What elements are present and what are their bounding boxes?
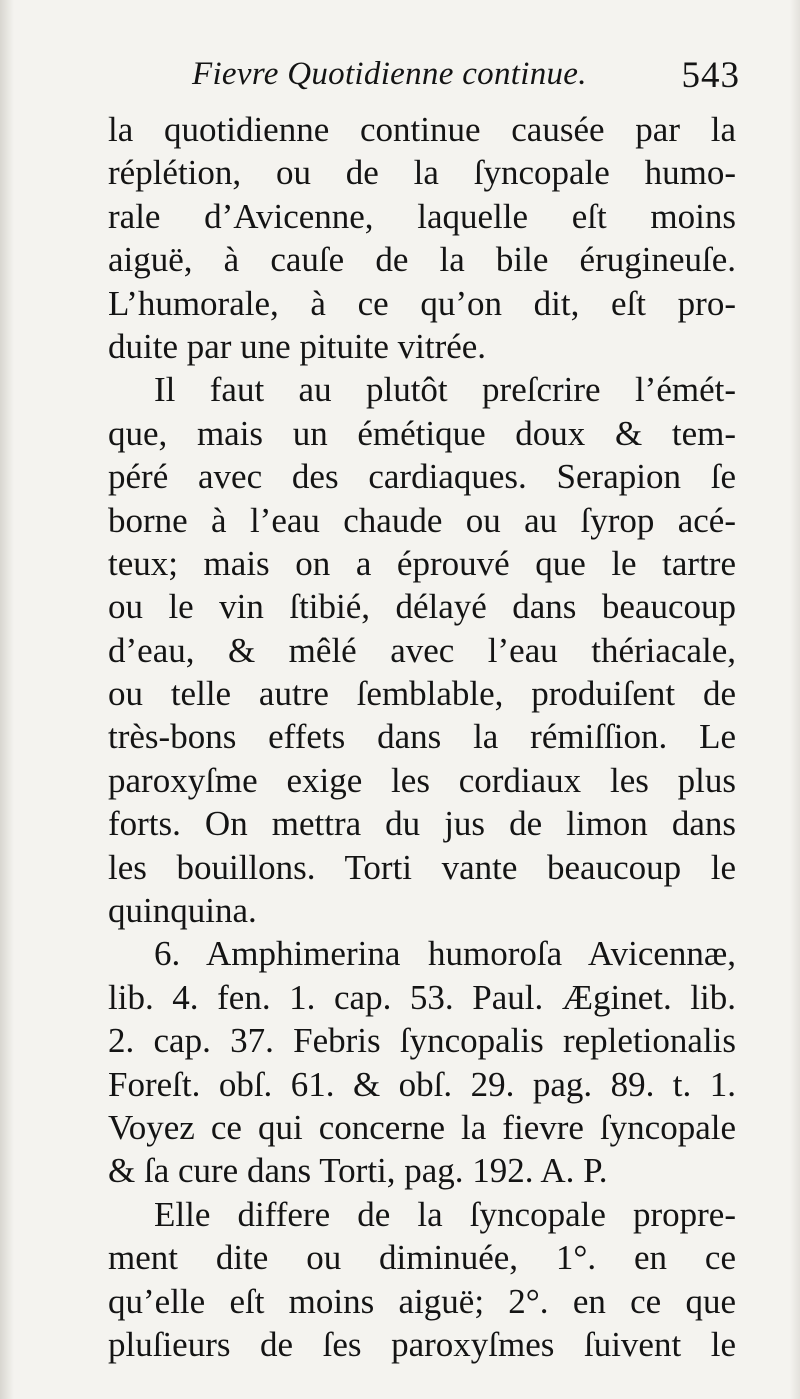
text-line: quinquina. [108, 891, 257, 931]
text-line: Voyez ce qui concerne la fievre ſyncopale [108, 1107, 736, 1147]
text-line: forts. On mettra du jus de limon dans [108, 804, 736, 844]
page-number: 543 [681, 55, 740, 96]
text-line: que, mais un émétique doux & tem- [108, 413, 736, 453]
text-line: péré avec des cardiaques. Serapion ſe [108, 457, 736, 497]
text-line: ou le vin ſtibié, délayé dans beaucoup [108, 587, 736, 627]
text-line: rale d’Avicenne, laquelle eſt moins [108, 196, 736, 236]
text-line: Elle differe de la ſyncopale propre- [154, 1194, 736, 1234]
text-line: 2. cap. 37. Febris ſyncopalis repletionalis [108, 1021, 736, 1061]
text-line: très-bons effets dans la rémiſſion. Le [108, 717, 736, 757]
text-line: aiguë, à cauſe de la bile érugineuſe. [108, 240, 736, 280]
text-line: la quotidienne continue causée par la [108, 110, 736, 149]
page-header [192, 52, 740, 100]
text-line: lib. 4. fen. 1. cap. 53. Paul. Æginet. lib. [108, 977, 736, 1017]
text-line: qu’elle eſt moins aiguë; 2°. en ce que [108, 1281, 736, 1321]
page-right-edge-shadow [790, 0, 800, 1399]
text-line: ou telle autre ſemblable, produiſent de [108, 674, 736, 714]
text-line: réplétion, ou de la ſyncopale humo- [108, 153, 736, 193]
text-line: 6. Amphimerina humoroſa Avicennæ, [154, 934, 736, 974]
page-left-edge-shadow [0, 0, 14, 1399]
text-line: teux; mais on a éprouvé que le tartre [108, 543, 736, 583]
text-line: duite par une pituite vitrée. [108, 326, 487, 366]
text-line: borne à l’eau chaude ou au ſyrop acé- [108, 500, 736, 540]
text-line: & ſa cure dans Torti, pag. 192. A. P. [108, 1151, 608, 1191]
body-text [108, 108, 736, 1366]
text-line: L’humorale, à ce qu’on dit, eſt pro- [108, 283, 736, 323]
text-line: Foreſt. obſ. 61. & obſ. 29. pag. 89. t. 1. [108, 1064, 736, 1104]
text-line: paroxyſme exige les cordiaux les plus [108, 760, 736, 800]
text-line: les bouillons. Torti vante beaucoup le [108, 847, 736, 887]
running-title: Fievre Quotidienne continue. [192, 56, 587, 92]
text-line: pluſieurs de ſes paroxyſmes ſuivent le [108, 1324, 736, 1364]
text-line: Il faut au plutôt preſcrire l’émét- [154, 370, 736, 410]
text-line: ment dite ou diminuée, 1°. en ce [108, 1238, 736, 1278]
text-line: d’eau, & mêlé avec l’eau thériacale, [108, 630, 736, 670]
